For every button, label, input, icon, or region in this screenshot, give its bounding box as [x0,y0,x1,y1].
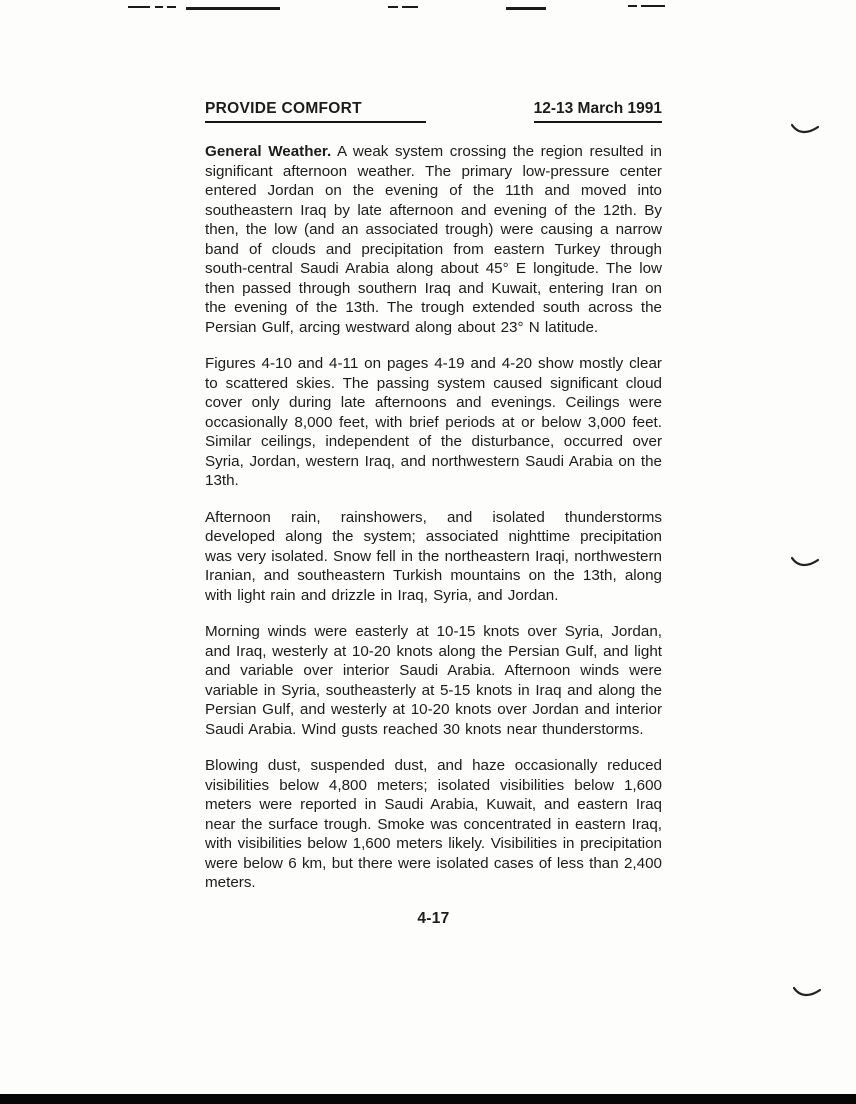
document-header [205,100,662,123]
scan-artifact-dash [641,5,665,7]
margin-curve-mark [791,122,819,136]
paragraph-precipitation: Afternoon rain, rainshowers, and isolated thunderstorms developed along the system; associated nighttime precipitation was very isolated. Snow fell in the northeastern Iraqi, northwestern Iranian, and southeastern Turkish mountains on the 13th, along with light rain and drizzle in Iraq, Syria, and Jordan. [205,508,662,604]
scan-artifact-dash [388,6,398,8]
document-date: 12-13 March 1991 [534,100,662,123]
paragraph-sky-conditions: Figures 4-10 and 4-11 on pages 4-19 and 4-20 show mostly clear to scattered skies. The passing system caused significant cloud cover only during late afternoons and evenings. Ceilings were occasionally 8,000 feet, with brief periods at or below 3,000 feet. Similar ceilings, independent of the disturbance, occurred over Syria, Jordan, western Iraq, and northwestern Saudi Arabia on the 13th. [205,355,662,489]
paragraph-lead-general-weather: General Weather. [205,143,332,160]
scan-artifact-dash [402,6,418,8]
scan-edge-bar [0,1094,856,1104]
paragraph-general-weather [205,142,662,337]
paragraph-winds: Morning winds were easterly at 10-15 knots over Syria, Jordan, and Iraq, westerly at 10-20 knots along the Persian Gulf, and light and variable over interior Saudi Arabia. Afternoon winds were variable in Syria, southeasterly at 5-15 knots in Iraq and along the Persian Gulf, and westerly at 10-20 knots over Jordan and interior Saudi Arabia. Wind gusts reached 30 knots near thunderstorms. [205,623,662,738]
margin-curve-mark [793,985,821,999]
paragraph-text: A weak system crossing the region resulted in significant afternoon weather. The primary low-pressure center entered Jordan on the evening of the 11th and moved into southeastern Iraq by late afternoon and evening of the 12th. By then, the low (and an associated trough) were causing a narrow band of clouds and precipitation from eastern Turkey through south-central Saudi Arabia along about 45° E longitude. The low then passed through southern Iraq and Kuwait, entering Iran on the evening of the 13th. The trough extended south across the Persian Gulf, arcing westward along about 23° N latitude. [205,143,662,336]
scan-artifact-dash [128,6,150,8]
scan-artifact-dash [155,6,163,8]
document-title: PROVIDE COMFORT [205,100,426,123]
margin-curve-mark [791,555,819,569]
scan-artifact-dash [506,7,546,10]
scan-artifact-dash [186,7,280,10]
scan-artifact-dash [167,6,176,8]
paragraph-visibility: Blowing dust, suspended dust, and haze occasionally reduced visibilities below 4,800 meters; isolated visibilities below 1,600 meters were reported in Saudi Arabia, Kuwait, and eastern Iraq near the surface trough. Smoke was concentrated in eastern Iraq, with visibilities below 1,600 meters likely. Visibilities in precipitation were below 6 km, but there were isolated cases of less than 2,400 meters. [205,757,662,891]
scan-artifact-dash [628,5,637,7]
page-number: 4-17 [417,909,450,927]
document-content [205,100,662,928]
